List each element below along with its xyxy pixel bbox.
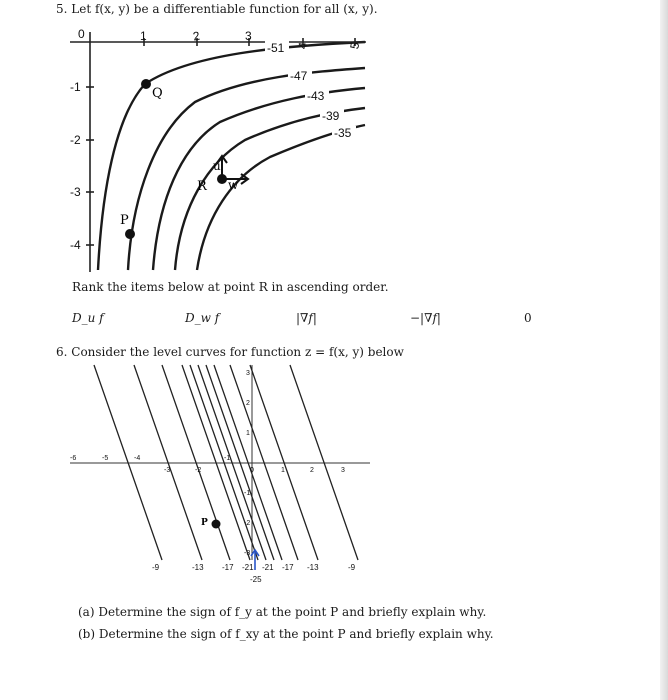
point-p: [125, 229, 135, 239]
vector-u-label: u: [213, 159, 221, 173]
y-tick: -2: [244, 520, 251, 527]
y-tick: -2: [70, 133, 81, 147]
x-tick: 1: [281, 467, 285, 474]
level-label: -9: [348, 563, 356, 572]
x-tick: 2: [191, 28, 201, 44]
y-tick: -3: [70, 185, 81, 199]
rank-item-neg-grad-mag: −|∇f|: [410, 311, 441, 325]
x-tick: 1: [140, 29, 147, 43]
level-label: -21: [242, 563, 254, 572]
level-curve: [98, 42, 365, 270]
level-label: -9: [152, 563, 160, 572]
x-tick: 3: [245, 29, 252, 43]
level-label: -13: [307, 563, 319, 572]
rank-item-zero: 0: [524, 311, 532, 325]
x-tick: -1: [224, 455, 231, 462]
x-tick: -3: [164, 467, 171, 474]
level-label: -43: [307, 89, 325, 103]
vector-w-label: w: [228, 178, 239, 192]
rank-prompt: Rank the items below at point R in ascending order.: [72, 280, 389, 294]
y-tick: 2: [246, 400, 250, 407]
point-p: [212, 520, 221, 529]
problem-5-graph: [60, 22, 380, 282]
y-tick: 3: [246, 370, 250, 377]
x-tick: 5: [347, 41, 363, 51]
rank-item-dw: D_w f: [185, 311, 220, 325]
y-tick: -3: [244, 550, 251, 557]
level-curve: [128, 68, 365, 270]
y-tick: -1: [244, 490, 251, 497]
rank-item-grad-mag: |∇f|: [296, 311, 317, 325]
point-q: [141, 79, 151, 89]
x-tick: 0: [78, 27, 85, 41]
part-a: (a) Determine the sign of f_y at the point P and briefly explain why.: [78, 605, 487, 619]
level-label: -51: [267, 41, 285, 55]
level-label: -13: [192, 563, 204, 572]
page-edge: [660, 0, 668, 700]
min-label: -25: [250, 575, 262, 584]
problem-5-statement: 5. Let f(x, y) be a differentiable function for all (x, y).: [56, 2, 378, 16]
level-label: -21: [262, 563, 274, 572]
level-label: -17: [222, 563, 234, 572]
level-label: -39: [322, 109, 340, 123]
y-tick: 1: [246, 430, 250, 437]
x-tick: 0: [250, 467, 254, 474]
level-label: -17: [282, 563, 294, 572]
x-tick: 3: [341, 467, 345, 474]
y-tick: -4: [70, 238, 81, 252]
x-tick: 4: [295, 41, 311, 51]
x-tick: -4: [134, 455, 141, 462]
x-tick: 2: [310, 467, 314, 474]
point-r-label: R: [197, 179, 207, 194]
point-q-label: Q: [152, 86, 163, 101]
point-p-label: P: [201, 518, 208, 528]
y-tick: -1: [70, 80, 81, 94]
problem-6-graph: [62, 360, 382, 590]
rank-item-du: D_u f: [72, 311, 104, 325]
problem-6-statement: 6. Consider the level curves for function z = f(x, y) below: [56, 345, 404, 359]
x-tick: -2: [195, 467, 202, 474]
level-label: -35: [334, 126, 352, 140]
level-curve: [197, 125, 365, 270]
x-tick: -5: [102, 455, 109, 462]
part-b: (b) Determine the sign of f_xy at the point P and briefly explain why.: [78, 627, 494, 641]
level-label: -47: [290, 69, 308, 83]
point-p-label: P: [120, 213, 129, 228]
x-tick: -6: [70, 455, 77, 462]
